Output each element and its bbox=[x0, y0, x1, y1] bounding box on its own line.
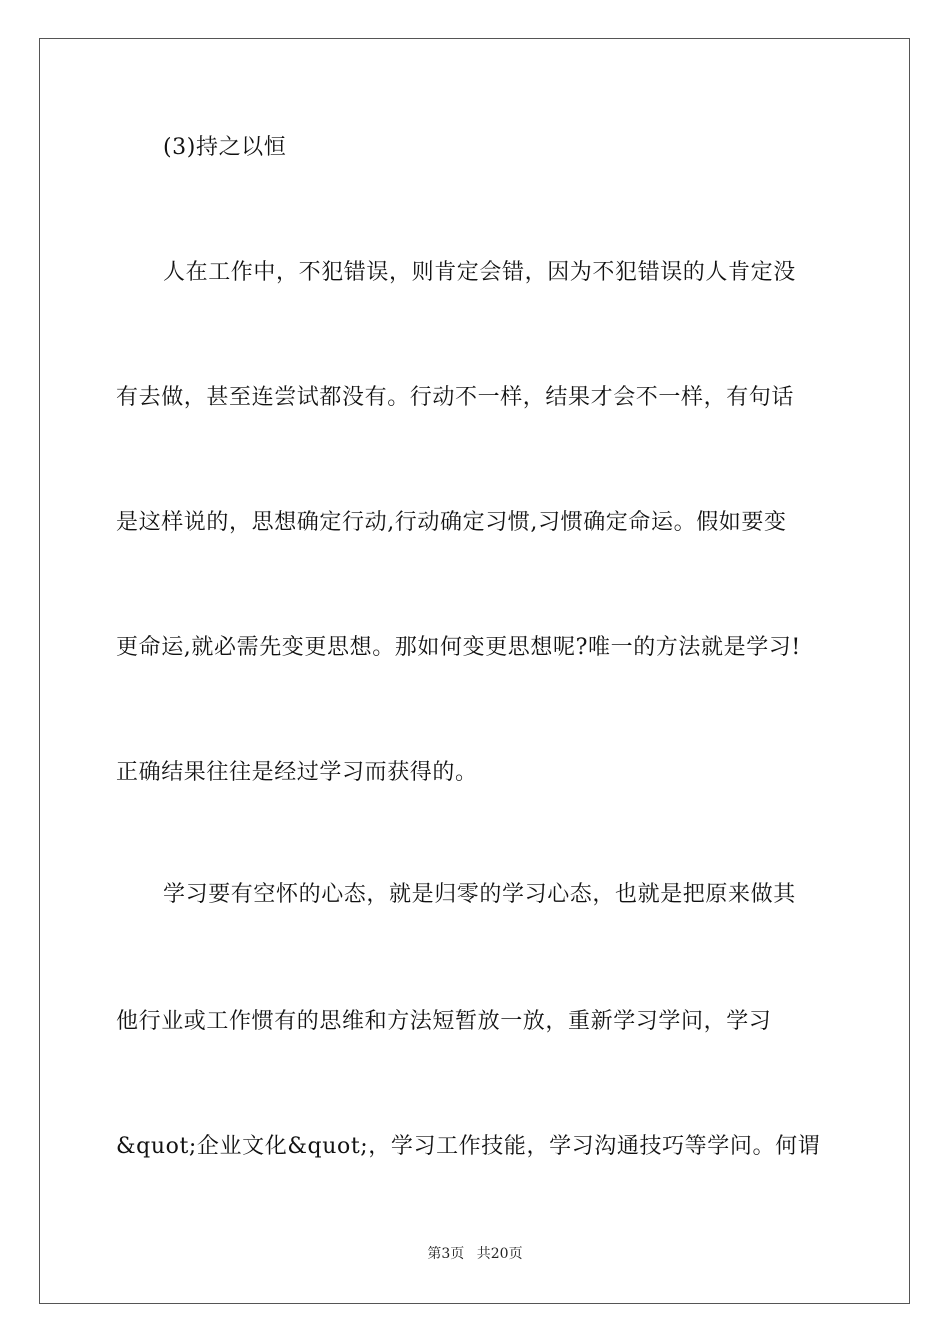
total-pages: 共20页 bbox=[476, 1246, 523, 1262]
paragraph-line: 学习要有空怀的心态，就是归零的学习心态，也就是把原来做其 bbox=[163, 882, 796, 907]
section-heading: (3)持之以恒 bbox=[163, 135, 287, 160]
paragraph-line: 更命运,就必需先变更思想。那如何变更思想呢?唯一的方法就是学习! bbox=[116, 635, 801, 660]
page-border bbox=[39, 38, 910, 1304]
paragraph-line: 他行业或工作惯有的思维和方法短暂放一放，重新学习学问，学习 bbox=[116, 1009, 772, 1034]
page-number: 第3页 bbox=[427, 1246, 465, 1262]
paragraph-line: 正确结果往往是经过学习而获得的。 bbox=[116, 760, 478, 785]
paragraph-line: 人在工作中，不犯错误，则肯定会错，因为不犯错误的人肯定没 bbox=[163, 260, 796, 285]
page-footer bbox=[0, 1244, 950, 1264]
paragraph-line: 是这样说的，思想确定行动,行动确定习惯,习惯确定命运。假如要变 bbox=[116, 510, 787, 535]
paragraph-line: 有去做，甚至连尝试都没有。行动不一样，结果才会不一样，有句话 bbox=[116, 385, 795, 410]
paragraph-line: &quot;企业文化&quot;，学习工作技能，学习沟通技巧等学问。何谓 bbox=[116, 1134, 821, 1159]
